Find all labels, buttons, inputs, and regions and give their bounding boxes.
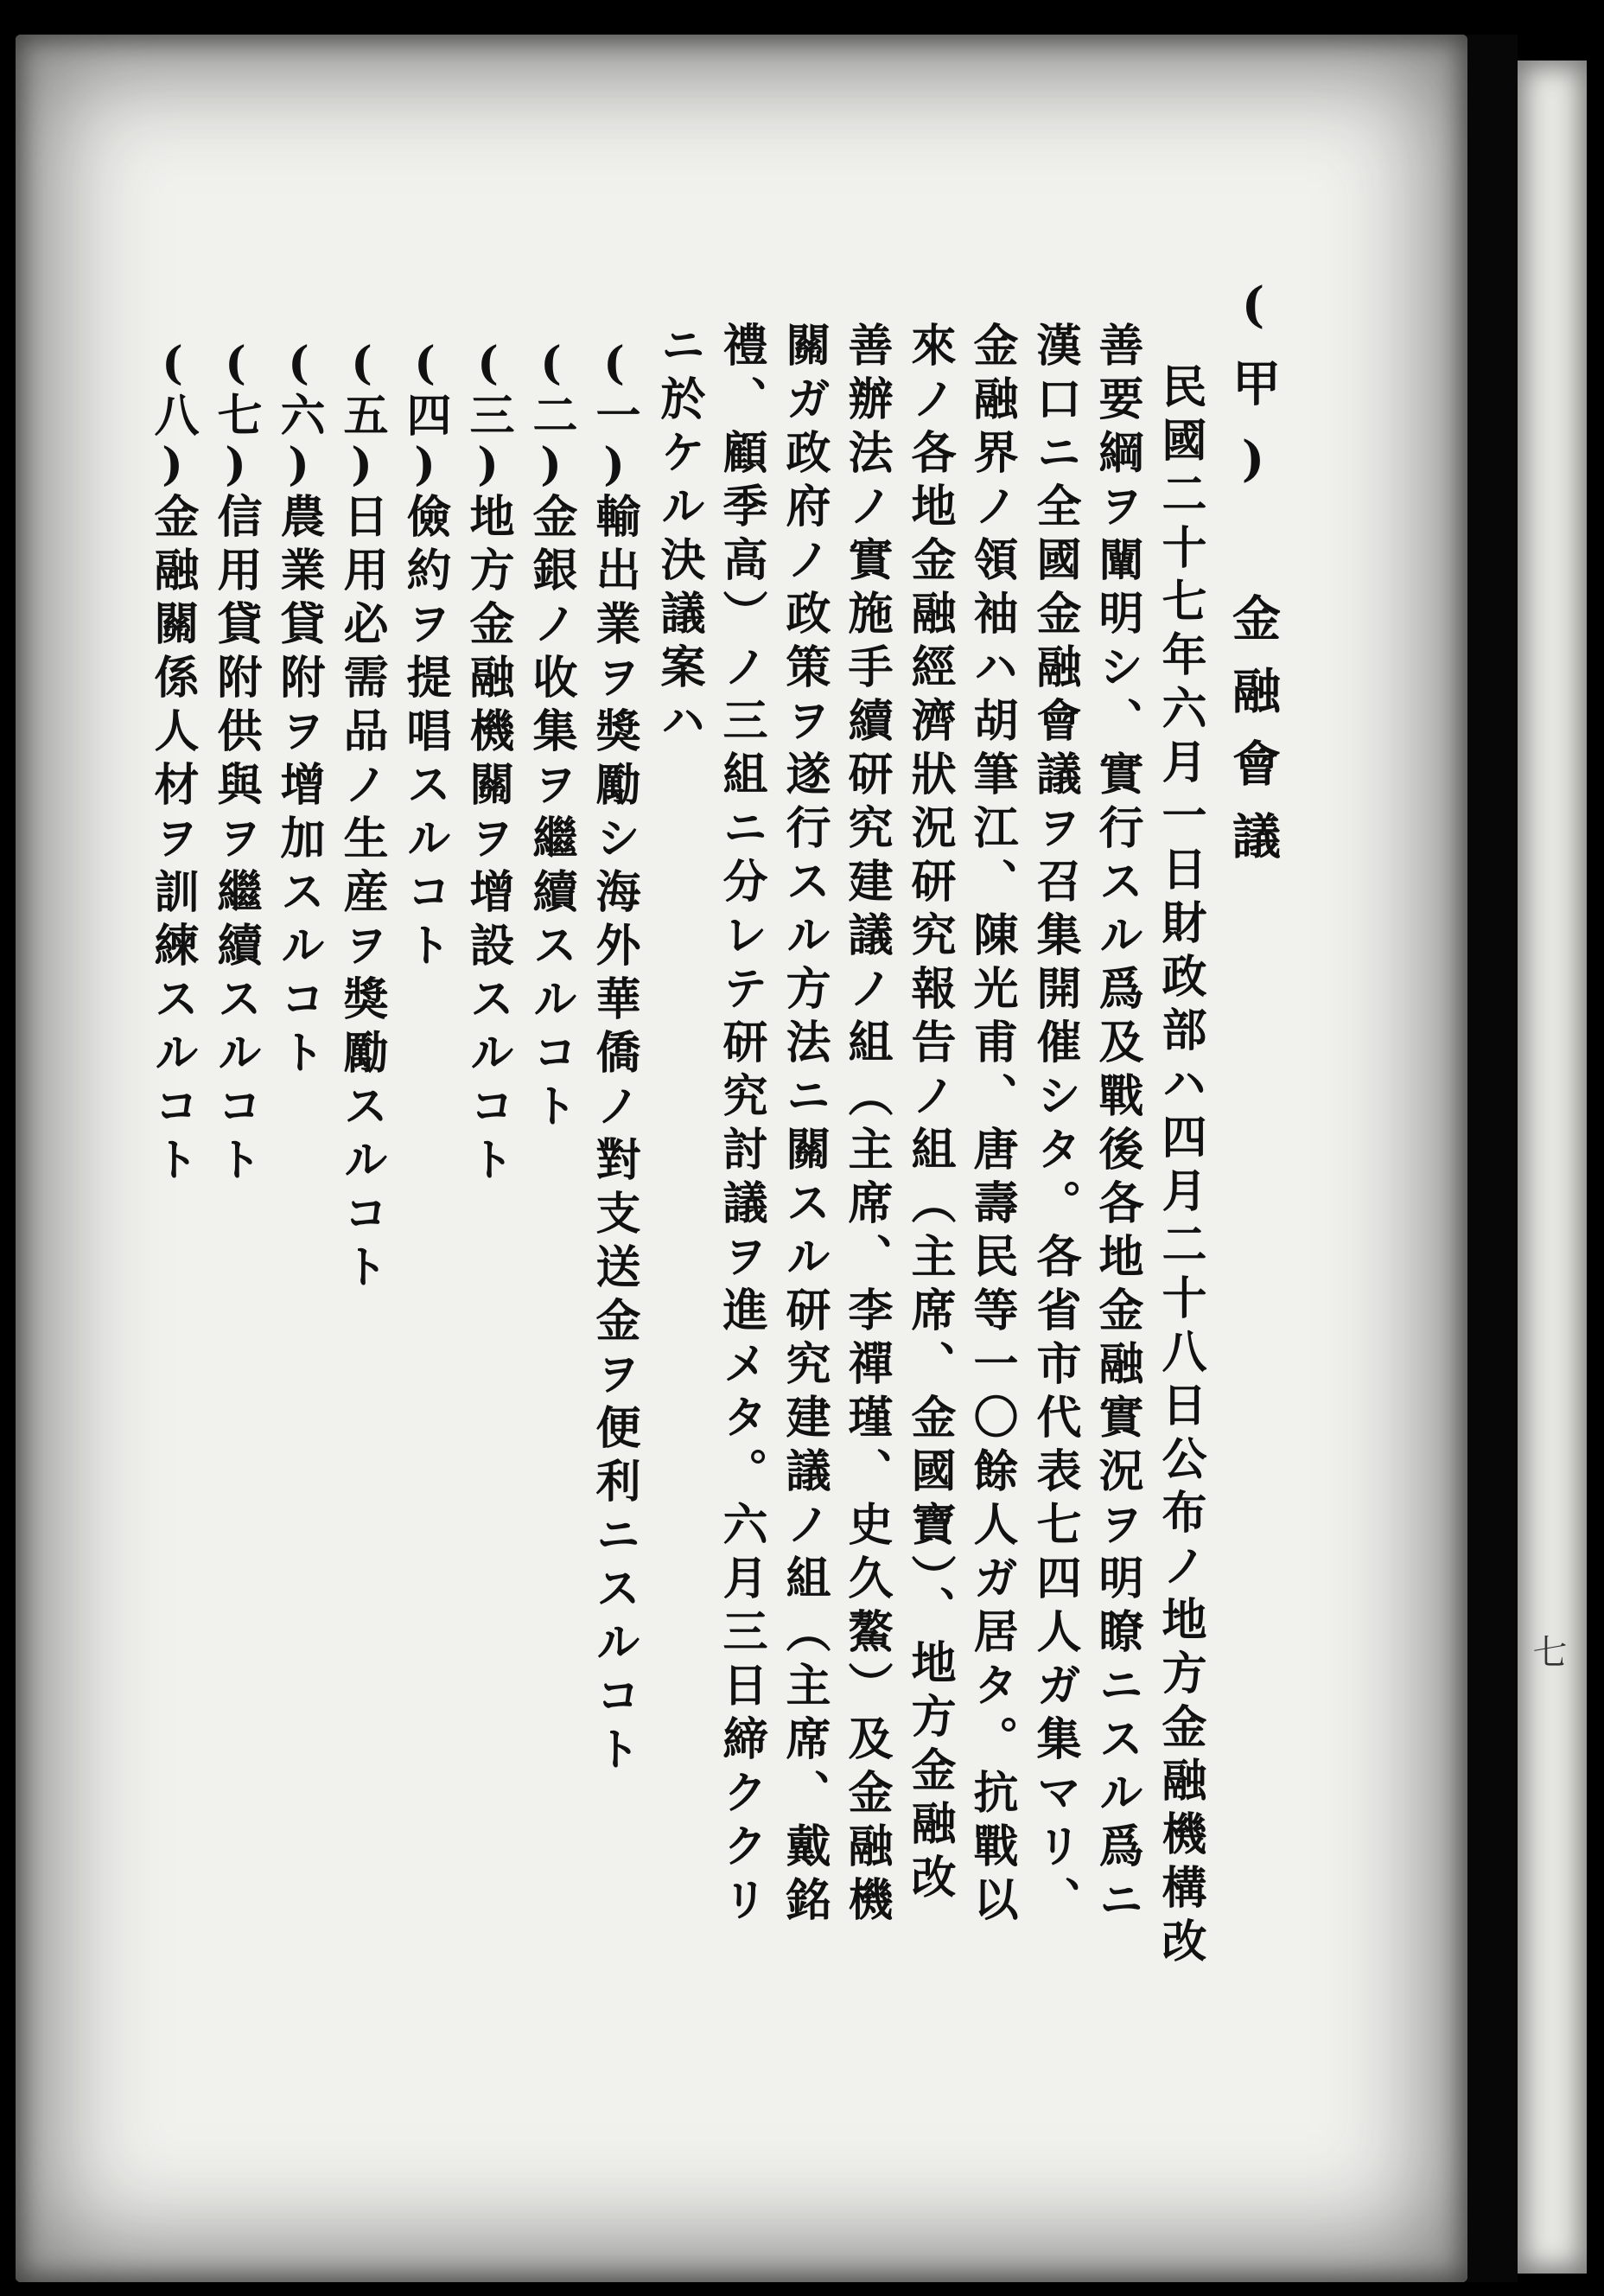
item-number: (八): [146, 337, 199, 493]
resolution-item-6: [272, 337, 324, 1082]
resolution-item-4: [398, 337, 450, 975]
body-column-7: 關ガ政府ノ政策ヲ遂行スル方法ニ關スル研究建議ノ組（主席、戴銘: [778, 322, 831, 1929]
resolution-item-3: [461, 337, 513, 1189]
item-number: (七): [209, 337, 262, 493]
adjacent-page-edge: [1518, 61, 1587, 2274]
item-text: 農業貸附ヲ增加スルコト: [272, 493, 325, 1082]
item-text: 金銀ノ收集ヲ繼續スルコト: [525, 493, 577, 1136]
resolution-item-7: [209, 337, 261, 1189]
item-text: 金融關係人材ヲ訓練スルコト: [146, 493, 199, 1189]
section-heading: (甲) 金融會議: [1225, 277, 1282, 883]
item-number: (五): [335, 337, 388, 493]
resolution-item-1: [588, 337, 640, 1779]
body-column-4: 金融界ノ領袖ハ胡筆江、陳光甫、唐壽民等一〇餘人ガ居タ。抗戰以: [965, 322, 1018, 1929]
book-spine: [1467, 35, 1518, 2282]
body-column-3: 漢口ニ全國金融會議ヲ召集開催シタ。各省市代表七四人ガ集マリ、: [1028, 322, 1081, 1929]
item-text: 日用必需品ノ生産ヲ獎勵スルコト: [335, 493, 388, 1297]
resolution-item-8: [146, 337, 198, 1189]
item-number: (六): [272, 337, 325, 493]
item-text: 信用貸附供與ヲ繼續スルコト: [209, 493, 262, 1189]
resolution-item-5: [335, 337, 387, 1297]
item-number: (三): [461, 337, 514, 493]
item-number: (一): [588, 337, 640, 493]
item-number: (二): [525, 337, 577, 493]
body-column-8: 禮、顧季高）ノ三組ニ分レテ研究討議ヲ進メタ。六月三日締ククリ: [715, 322, 767, 1929]
item-number: (四): [398, 337, 451, 493]
item-text: 地方金融機關ヲ增設スルコト: [461, 493, 514, 1189]
item-text: 輸出業ヲ獎勵シ海外華僑ノ對支送金ヲ便利ニスルコト: [588, 493, 640, 1779]
body-column-5: 來ノ各地金融經濟狀況研究報告ノ組（主席、金國寶）、地方金融改: [903, 322, 956, 1907]
body-column-1: 民國二十七年六月一日財政部ハ四月二十八日公布ノ地方金融機構改: [1154, 363, 1206, 1971]
body-column-9: ニ於ケル決議案ハ: [652, 322, 705, 750]
page-number: 七: [1527, 1634, 1567, 1668]
resolution-item-2: [525, 337, 576, 1136]
body-column-6: 善辦法ノ實施手續研究建議ノ組（主席、李禪瑾、史久鰲）及金融機: [840, 322, 893, 1929]
body-column-2: 善要綱ヲ闡明シ、實行スル爲及戰後各地金融實況ヲ明瞭ニスル爲ニ: [1091, 322, 1143, 1929]
item-text: 儉約ヲ提唱スルコト: [398, 493, 451, 975]
